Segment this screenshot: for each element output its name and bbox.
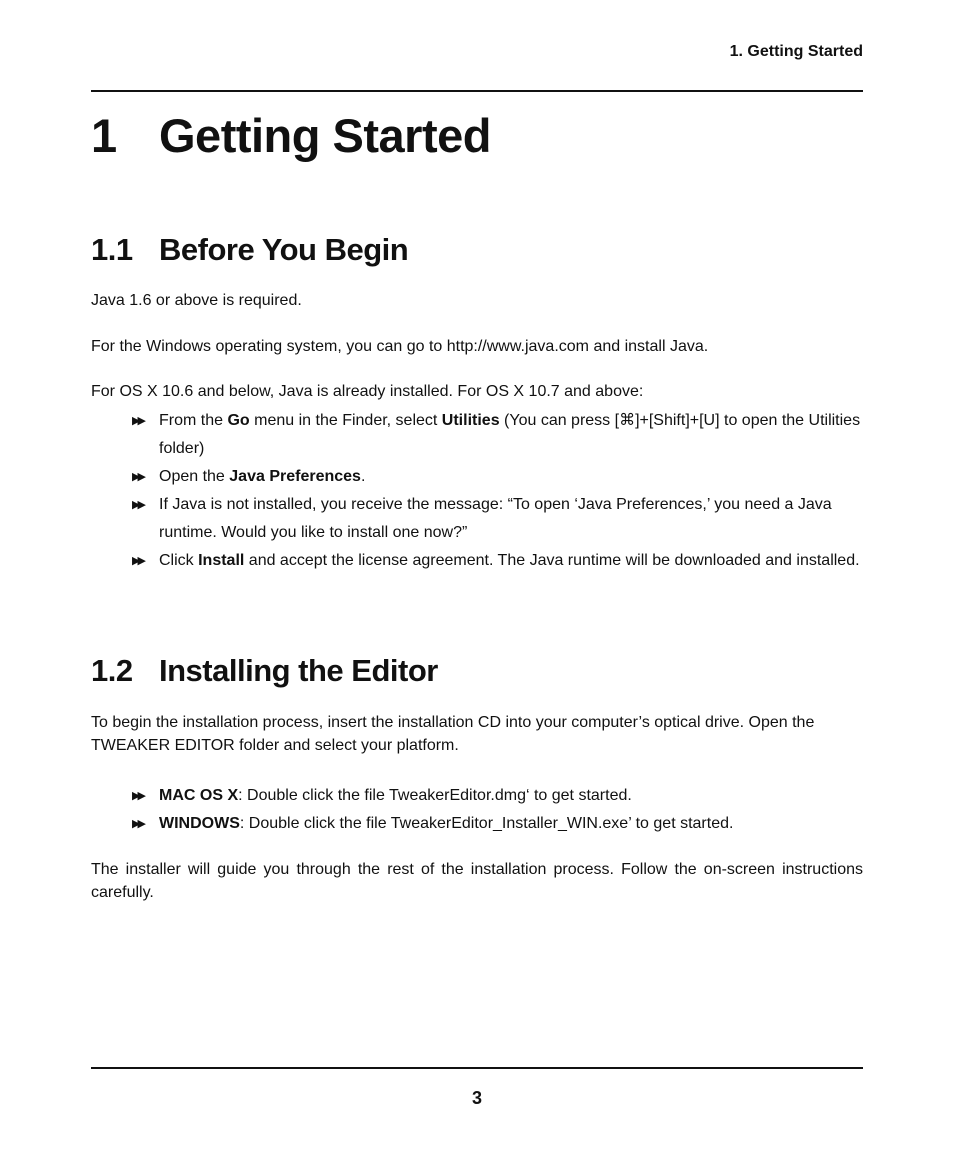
section-number: 1.2 [91, 653, 133, 688]
page-number: 3 [471, 1088, 482, 1108]
chapter-title-text: Getting Started [159, 109, 491, 162]
list-item: ▶▶ Open the Java Preferences. [132, 463, 863, 491]
double-triangle-right-icon: ▶▶ [132, 471, 143, 483]
paragraph-installer-guidance: The installer will guide you through the rest of the installation process. Follow the on-screen instructions carefully. [91, 861, 863, 901]
double-triangle-right-icon: ▶▶ [132, 818, 143, 830]
section-heading-installing-the-editor [91, 653, 438, 689]
list-item: ▶▶ Click Install and accept the license agreement. The Java runtime will be downloaded and installed. [132, 547, 863, 575]
chapter-number: 1 [91, 109, 117, 162]
list-item: ▶▶ From the Go menu in the Finder, select Utilities (You can press [⌘]+[Shift]+[U] to open the Utilities folder) [132, 407, 863, 463]
section-number: 1.1 [91, 232, 133, 267]
paragraph-osx-install: For OS X 10.6 and below, Java is already installed. For OS X 10.7 and above: [91, 383, 644, 400]
header-rule [91, 90, 863, 92]
section-title: Before You Begin [159, 232, 409, 267]
paragraph-windows-install: For the Windows operating system, you can go to http://www.java.com and install Java. [91, 338, 709, 355]
section-heading-before-you-begin [91, 232, 408, 268]
double-triangle-right-icon: ▶▶ [132, 499, 143, 511]
chapter-title [91, 108, 491, 163]
paragraph-java-requirement: Java 1.6 or above is required. [91, 292, 302, 309]
platform-list [132, 782, 863, 838]
list-item: ▶▶ If Java is not installed, you receive the message: “To open ‘Java Preferences,’ you need a Java runtime. Would you like to install one now?” [132, 491, 863, 547]
section-title: Installing the Editor [159, 653, 438, 688]
double-triangle-right-icon: ▶▶ [132, 555, 143, 567]
paragraph-installation-intro: To begin the installation process, insert the installation CD into your computer’s optical drive. Open the TWEAKER EDITOR folder and select your platform. [91, 714, 815, 754]
list-item: ▶▶ WINDOWS: Double click the file TweakerEditor_Installer_WIN.exe’ to get started. [132, 810, 863, 838]
running-header: 1. Getting Started [729, 43, 863, 60]
double-triangle-right-icon: ▶▶ [132, 790, 143, 802]
list-item: ▶▶ MAC OS X: Double click the file TweakerEditor.dmg‘ to get started. [132, 782, 863, 810]
double-triangle-right-icon: ▶▶ [132, 415, 143, 427]
footer-rule [91, 1067, 863, 1069]
osx-steps-list [132, 407, 863, 575]
